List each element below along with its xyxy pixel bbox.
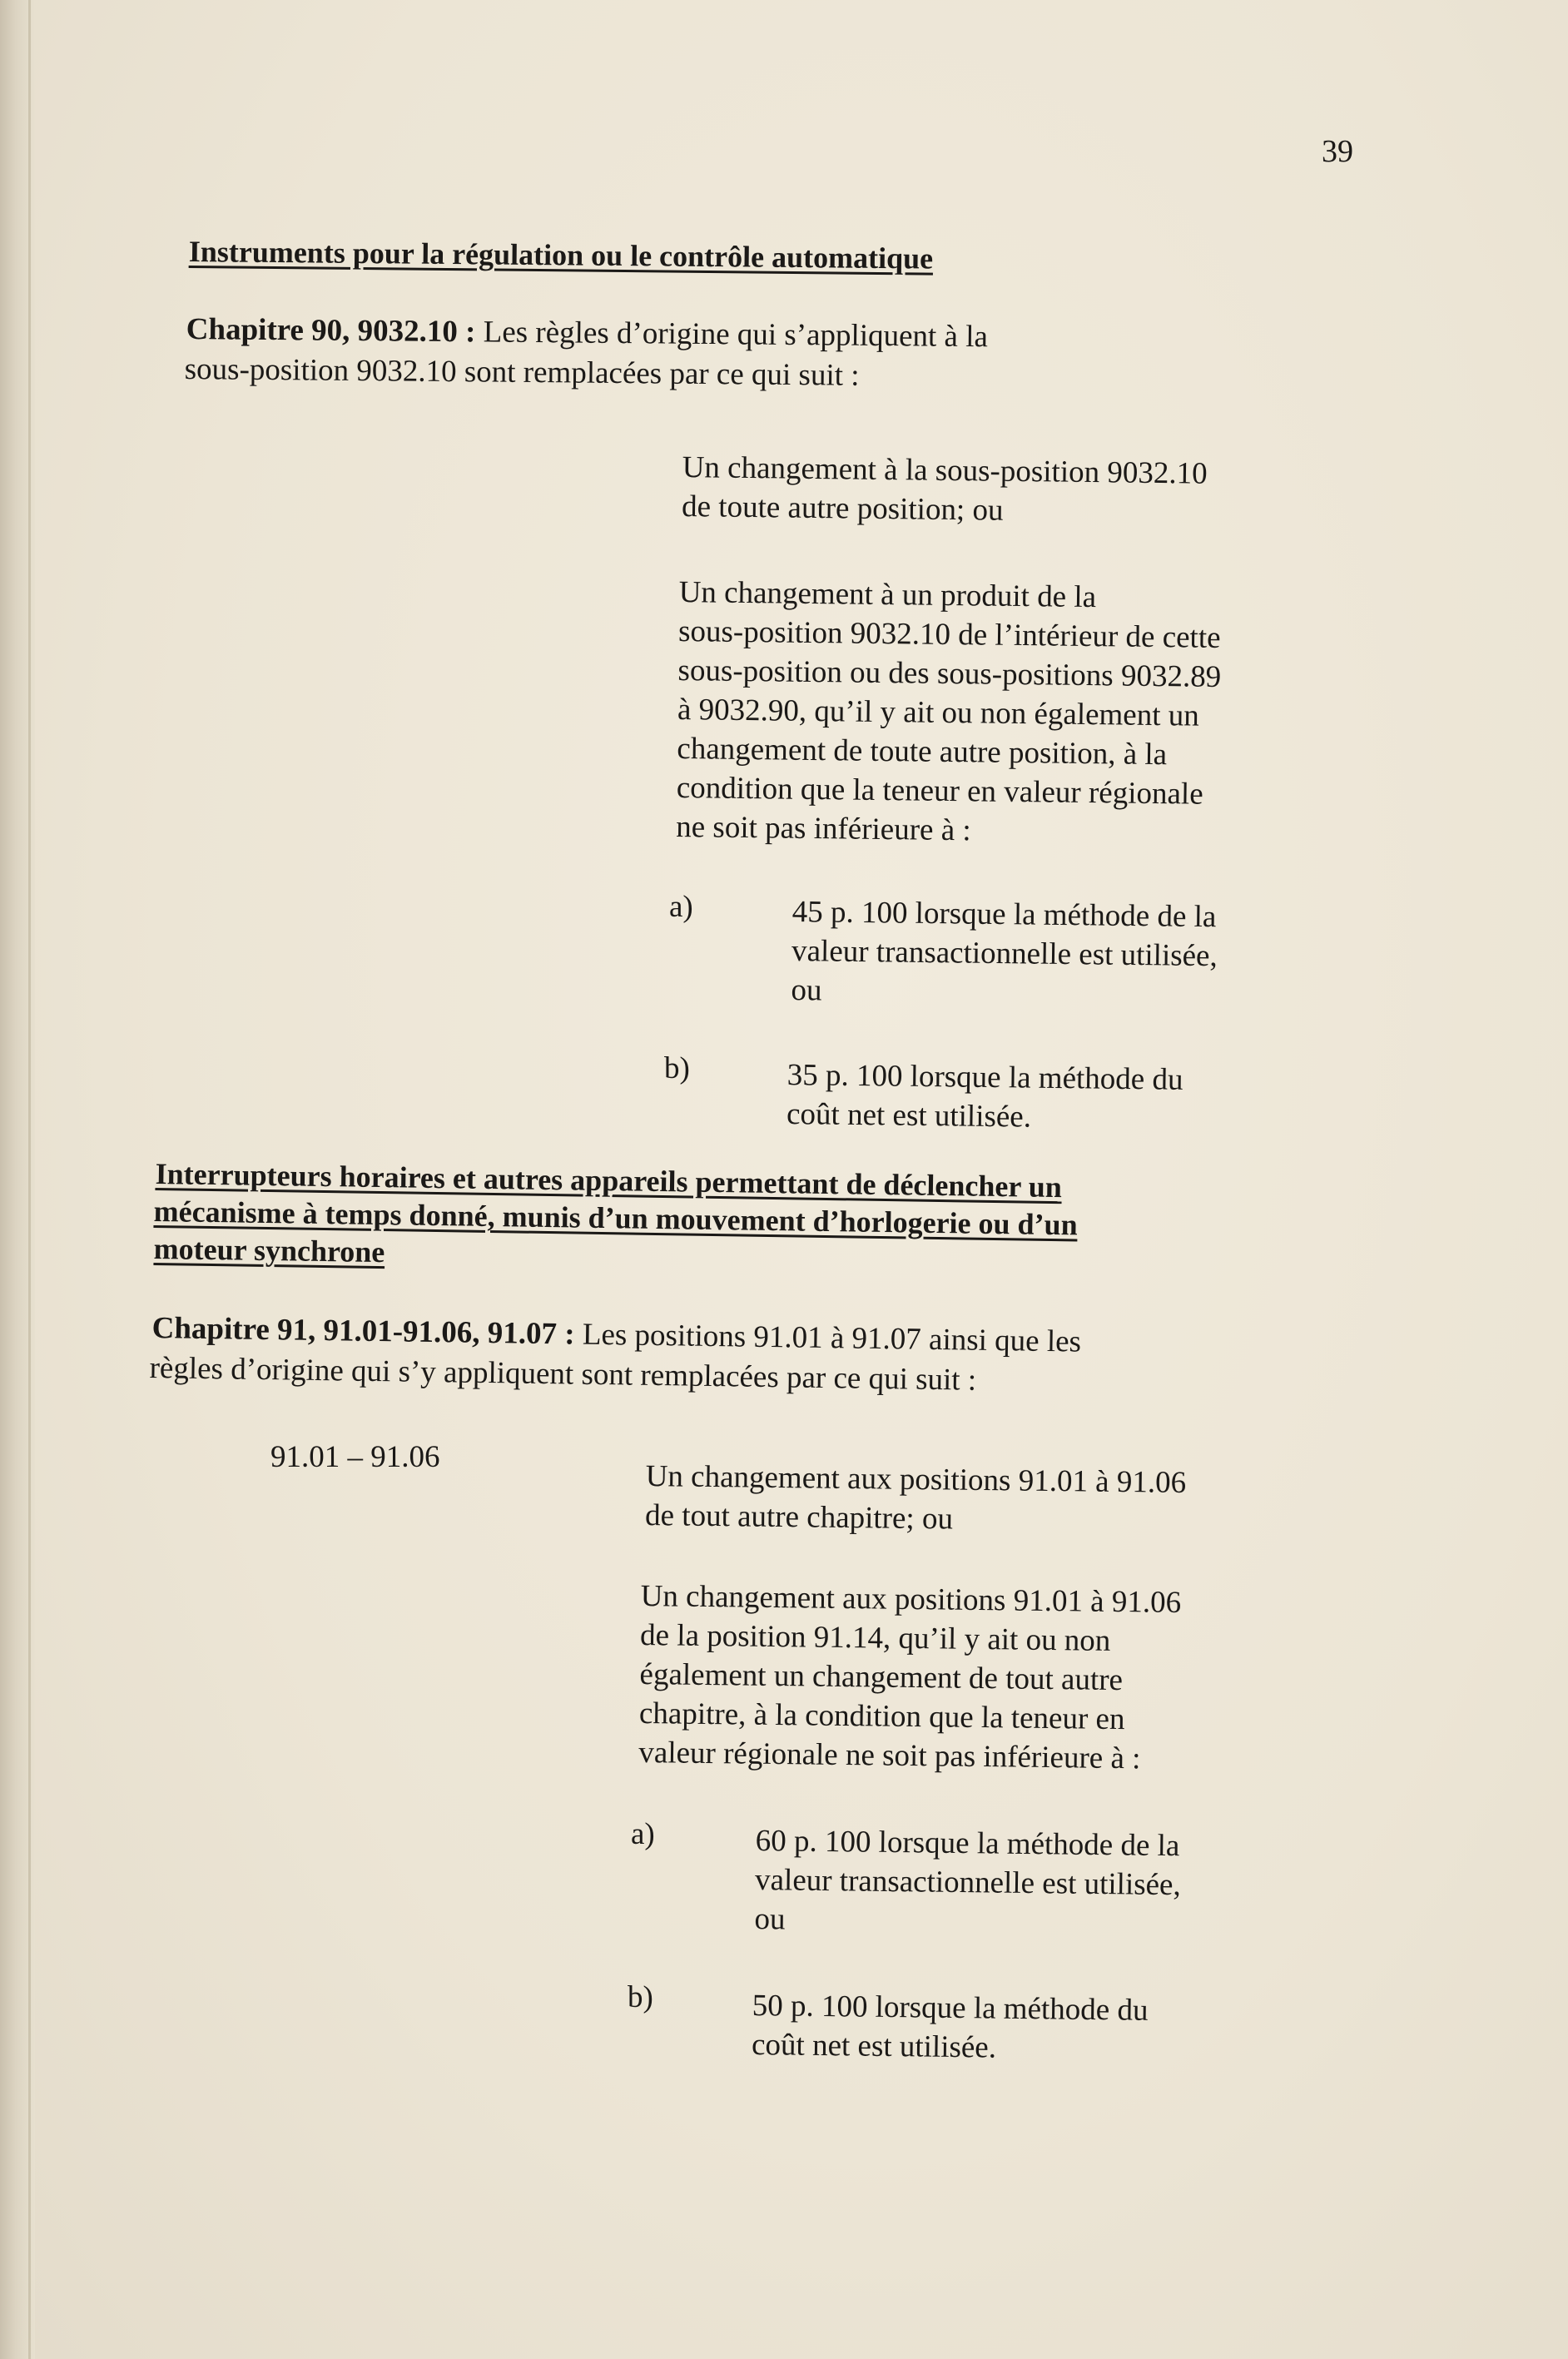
rule-line: valeur régionale ne soit pas inférieure à : <box>638 1735 1141 1776</box>
chapter-90-intro-line-2: sous-position 9032.10 sont remplacées par ce qui suit : <box>184 351 860 393</box>
rule-line: chapitre, à la condition que la teneur en <box>638 1696 1125 1737</box>
rule-line: Un changement à un produit de la <box>678 574 1097 615</box>
item-b-text <box>786 1055 1183 1139</box>
rule-line: sous-position ou des sous-positions 9032.89 <box>677 653 1222 694</box>
rule-91-option-2 <box>638 1577 1181 1779</box>
rule-line: Un changement aux positions 91.01 à 91.06 <box>640 1578 1182 1620</box>
item-line: coût net est utilisée. <box>786 1096 1032 1135</box>
rule-line: de la position 91.14, qu’il y ait ou non <box>639 1617 1111 1658</box>
section-heading-interrupteurs-line-3: moteur synchrone <box>153 1232 385 1269</box>
chapter-90-label: Chapitre 90, 9032.10 : <box>186 311 476 350</box>
item-a-text <box>754 1821 1181 1944</box>
rule-line: à 9032.90, qu’il y ait ou non également un <box>677 692 1200 733</box>
item-line: 35 p. 100 lorsque la méthode du <box>786 1057 1183 1097</box>
rule-9032-10-option-2 <box>676 573 1223 853</box>
item-line: coût net est utilisée. <box>751 2027 997 2065</box>
section-heading-interrupteurs-line-1: Interrupteurs horaires et autres appareils permettant de déclencher un <box>155 1157 1063 1204</box>
tariff-range-91-01-91-06: 91.01 – 91.06 <box>270 1440 440 1474</box>
item-a-label: a) <box>631 1817 655 1851</box>
item-b-text <box>752 1986 1149 2069</box>
rule-line: changement de toute autre position, à la <box>677 731 1168 772</box>
rule-line: de tout autre chapitre; ou <box>644 1497 954 1537</box>
page-gutter-line <box>28 0 31 2359</box>
rule-91-option-1 <box>645 1457 1187 1542</box>
item-line: valeur transactionnelle est utilisée, <box>791 933 1218 974</box>
document-page <box>35 0 1568 2359</box>
rule-line: condition que la teneur en valeur régionale <box>676 770 1203 812</box>
chapter-91-text-1: Les positions 91.01 à 91.07 ainsi que les <box>574 1317 1082 1359</box>
chapter-91-intro-line-2: règles d’origine qui s’y appliquent sont remplacées par ce qui suit : <box>149 1350 977 1398</box>
section-heading-instruments: Instruments pour la régulation ou le contrôle automatique <box>188 235 934 276</box>
rule-line: Un changement aux positions 91.01 à 91.06 <box>645 1458 1187 1500</box>
item-line: ou <box>791 972 822 1008</box>
item-a-text <box>791 892 1218 1015</box>
rule-line: également un changement de tout autre <box>639 1656 1124 1698</box>
item-line: 50 p. 100 lorsque la méthode du <box>752 1988 1149 2028</box>
chapter-90-text-1: Les règles d’origine qui s’appliquent à la <box>475 315 989 355</box>
item-b-label: b) <box>664 1051 690 1085</box>
item-line: valeur transactionnelle est utilisée, <box>754 1862 1181 1903</box>
chapter-91-label: Chapitre 91, 91.01-91.06, 91.07 : <box>151 1310 575 1352</box>
item-line: 45 p. 100 lorsque la méthode de la <box>791 894 1217 935</box>
rule-9032-10-option-1 <box>682 448 1208 533</box>
item-a-label: a) <box>669 890 693 924</box>
rule-line: Un changement à la sous-position 9032.10 <box>682 449 1208 491</box>
section-heading-interrupteurs-line-2: mécanisme à temps donné, munis d’un mouvement d’horlogerie ou d’un <box>153 1194 1078 1242</box>
rule-line: sous-position 9032.10 de l’intérieur de cette <box>677 613 1221 655</box>
item-line: ou <box>754 1901 786 1937</box>
rule-line: de toute autre position; ou <box>681 489 1004 528</box>
item-line: 60 p. 100 lorsque la méthode de la <box>755 1823 1180 1864</box>
page-number: 39 <box>1322 134 1353 169</box>
chapter-90-intro-line-1 <box>186 310 989 356</box>
item-b-label: b) <box>628 1980 653 2014</box>
rule-line: ne soit pas inférieure à : <box>676 809 971 848</box>
